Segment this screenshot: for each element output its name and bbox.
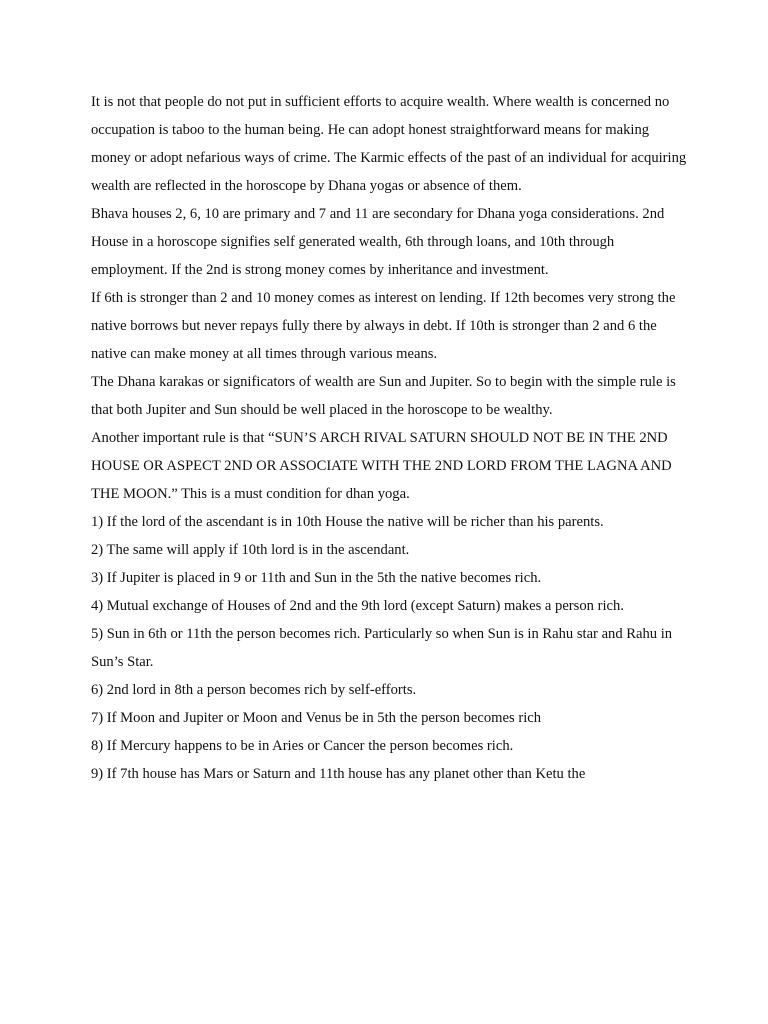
list-item-2: 2) The same will apply if 10th lord is in the ascendant. [91,542,410,558]
document-body [91,88,691,788]
paragraph-saturn-rule: Another important rule is that “SUN’S ARCH RIVAL SATURN SHOULD NOT BE IN THE 2ND HOUSE OR ASPECT 2ND OR ASSOCIATE WITH THE 2ND LORD FROM THE LAGNA AND THE MOON.” This is a must condition for dhan yoga. [91,430,672,502]
paragraph-intro: It is not that people do not put in sufficient efforts to acquire wealth. Where wealth is concerned no occupation is taboo to the human being. He can adopt honest straightforward means for making money or adopt nefarious ways of crime. The Karmic effects of the past of an individual for acquiring wealth are reflected in the horoscope by Dhana yogas or absence of them. [91,94,687,194]
list-item-9: 9) If 7th house has Mars or Saturn and 11th house has any planet other than Ketu the [91,766,586,782]
list-item-4: 4) Mutual exchange of Houses of 2nd and the 9th lord (except Saturn) makes a person rich. [91,598,624,614]
list-item-8: 8) If Mercury happens to be in Aries or Cancer the person becomes rich. [91,738,514,754]
paragraph-dhana-karakas: The Dhana karakas or significators of wealth are Sun and Jupiter. So to begin with the simple rule is that both Jupiter and Sun should be well placed in the horoscope to be wealthy. [91,374,676,418]
list-item-3: 3) If Jupiter is placed in 9 or 11th and Sun in the 5th the native becomes rich. [91,570,542,586]
list-item-6: 6) 2nd lord in 8th a person becomes rich by self-efforts. [91,682,417,698]
list-item-7: 7) If Moon and Jupiter or Moon and Venus be in 5th the person becomes rich [91,710,542,726]
paragraph-bhava-houses: Bhava houses 2, 6, 10 are primary and 7 and 11 are secondary for Dhana yoga considerations. 2nd House in a horoscope signifies self generated wealth, 6th through loans, and 10th through employment. If the 2nd is strong money comes by inheritance and investment. [91,206,665,278]
list-item-1: 1) If the lord of the ascendant is in 10th House the native will be richer than his parents. [91,514,604,530]
paragraph-6th-house: If 6th is stronger than 2 and 10 money comes as interest on lending. If 12th becomes very strong the native borrows but never repays fully there by always in debt. If 10th is stronger than 2 and 6 the native can make money at all times through various means. [91,290,676,362]
list-item-5: 5) Sun in 6th or 11th the person becomes rich. Particularly so when Sun is in Rahu star and Rahu in Sun’s Star. [91,626,673,670]
